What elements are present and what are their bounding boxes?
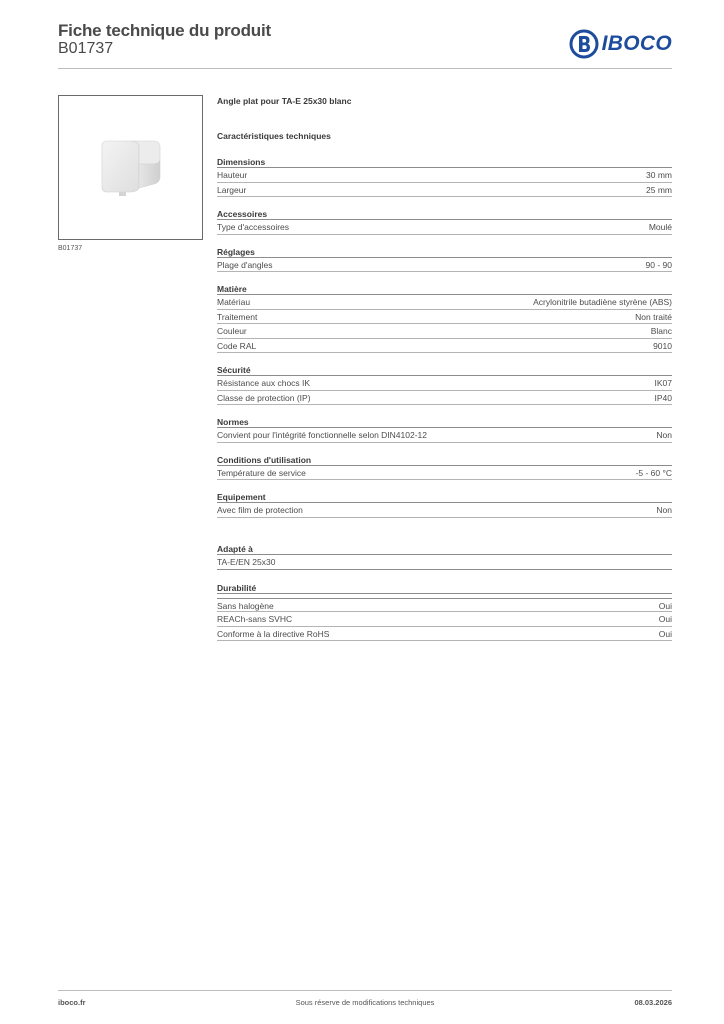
spec-value: Acrylonitrile butadiène styrène (ABS) <box>533 297 672 307</box>
spec-value: IK07 <box>654 378 672 388</box>
spec-row <box>217 295 672 310</box>
spec-row <box>217 324 672 339</box>
spec-row <box>217 168 672 183</box>
spec-label: Plage d'angles <box>217 259 273 270</box>
spec-row <box>217 339 672 354</box>
spec-value: 30 mm <box>646 170 672 180</box>
spec-row <box>217 612 672 627</box>
spec-value: -5 - 60 °C <box>635 467 672 478</box>
spec-label: Traitement <box>217 311 258 322</box>
section-title: Adapté à <box>217 544 672 555</box>
spec-value: Non traité <box>635 311 672 322</box>
spec-row <box>217 183 672 198</box>
section-adapte <box>217 544 672 570</box>
spec-label: Hauteur <box>217 170 248 180</box>
spec-value: IP40 <box>654 392 672 403</box>
section-durabilite <box>217 583 672 642</box>
spec-label: Sans halogène <box>217 600 274 611</box>
spec-row <box>217 466 672 481</box>
spec-row <box>217 376 672 391</box>
spec-row <box>217 428 672 443</box>
document-date: 08.03.2026 <box>634 998 672 1007</box>
section-title: Réglages <box>217 247 672 258</box>
spec-value: Non <box>656 430 672 440</box>
section-title: Sécurité <box>217 365 672 376</box>
brand-logo <box>569 28 672 60</box>
image-caption: B01737 <box>58 245 83 252</box>
spec-value: 90 - 90 <box>645 259 672 270</box>
page-header <box>58 20 672 70</box>
spec-row <box>217 503 672 518</box>
section-title: Durabilité <box>217 583 672 594</box>
spec-value: Moulé <box>648 222 672 232</box>
section-equipement <box>217 492 672 518</box>
spec-row <box>217 258 672 273</box>
spec-value: Oui <box>658 614 672 624</box>
technical-heading: Caractéristiques techniques <box>217 131 331 141</box>
document-title: Fiche technique du produit <box>58 21 271 40</box>
spec-label: REACh-sans SVHC <box>217 614 293 624</box>
spec-value: 9010 <box>653 340 672 351</box>
product-image-frame <box>58 95 203 240</box>
spec-row <box>217 598 672 613</box>
spec-label: Classe de protection (IP) <box>217 392 311 403</box>
section-dimensions <box>217 157 672 197</box>
compatible-product: TA-E/EN 25x30 <box>217 555 672 570</box>
section-title: Matière <box>217 284 672 295</box>
spec-label: Matériau <box>217 297 251 307</box>
spec-label: Avec film de protection <box>217 505 303 515</box>
spec-label: Convient pour l'intégrité fonctionnelle selon DIN4102-12 <box>217 430 428 440</box>
section-normes <box>217 417 672 443</box>
spec-label: Température de service <box>217 467 306 478</box>
spec-label: Code RAL <box>217 340 257 351</box>
spec-label: Largeur <box>217 184 247 195</box>
spec-row <box>217 220 672 235</box>
spec-value: Oui <box>658 628 672 639</box>
spec-value: Oui <box>658 600 672 611</box>
spec-value: Non <box>656 505 672 515</box>
section-title: Conditions d'utilisation <box>217 455 672 466</box>
section-title: Accessoires <box>217 209 672 220</box>
spec-label: Couleur <box>217 326 247 336</box>
specifications <box>217 96 672 641</box>
spec-value: 25 mm <box>646 184 672 195</box>
spec-row <box>217 627 672 642</box>
spec-row <box>217 310 672 325</box>
spec-label: Conforme à la directive RoHS <box>217 628 330 639</box>
section-title: Normes <box>217 417 672 428</box>
section-matiere <box>217 284 672 353</box>
product-name: Angle plat pour TA-E 25x30 blanc <box>217 96 352 106</box>
section-conditions <box>217 455 672 481</box>
footer-divider <box>58 990 672 991</box>
footer-notice: Sous réserve de modifications techniques <box>295 998 435 1007</box>
section-reglages <box>217 247 672 273</box>
spec-label: Type d'accessoires <box>217 222 290 232</box>
section-title: Dimensions <box>217 157 672 168</box>
header-divider <box>58 68 672 69</box>
spec-label: Résistance aux chocs IK <box>217 378 311 388</box>
section-title: Equipement <box>217 492 672 503</box>
section-accessoires <box>217 209 672 235</box>
product-image <box>59 96 204 241</box>
spec-value: Blanc <box>650 326 672 336</box>
spec-row <box>217 391 672 406</box>
iboco-logo-icon <box>569 29 599 59</box>
website-link[interactable]: iboco.fr <box>58 998 86 1007</box>
brand-name: IBOCO <box>601 32 672 55</box>
product-code: B01737 <box>58 40 114 57</box>
section-securite <box>217 365 672 405</box>
